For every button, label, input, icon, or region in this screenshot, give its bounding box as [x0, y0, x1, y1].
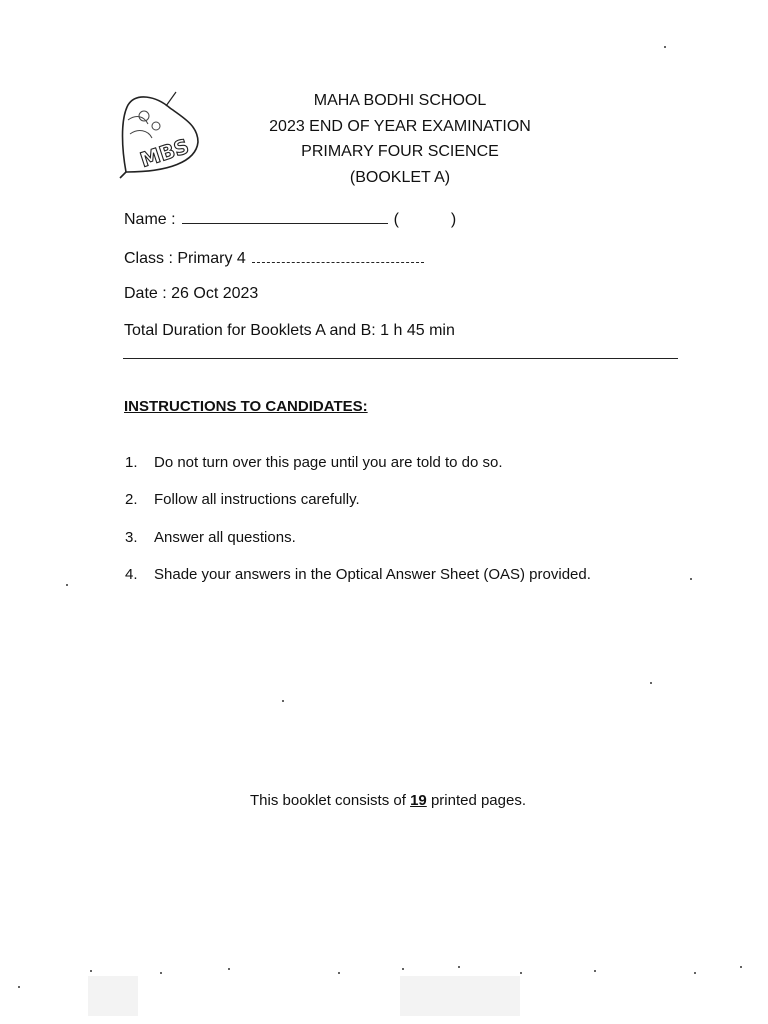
scan-speck: [160, 972, 162, 974]
exam-title: 2023 END OF YEAR EXAMINATION: [269, 117, 531, 135]
register-number-close-paren: ): [450, 211, 457, 228]
instruction-item: [125, 529, 591, 566]
scan-speck: [338, 972, 340, 974]
scan-speck: [650, 682, 652, 684]
page-count-prefix: This booklet consists of: [250, 792, 406, 809]
class-value: Primary 4: [177, 250, 246, 267]
page-count-number: 19: [410, 792, 427, 809]
exam-header: [250, 88, 550, 190]
school-crest-leaf-icon: [118, 90, 204, 180]
class-blank-line[interactable]: [252, 248, 424, 263]
instruction-number: 3.: [125, 528, 138, 546]
scan-speck: [664, 46, 666, 48]
scan-speck: [520, 972, 522, 974]
class-field: [124, 248, 424, 268]
class-label: Class :: [124, 250, 173, 267]
date-value: : 26 Oct 2023: [162, 285, 259, 302]
header-divider: [123, 358, 678, 359]
svg-text:MBS: MBS: [137, 133, 192, 172]
instruction-number: 2.: [125, 491, 138, 509]
scan-speck: [458, 966, 460, 968]
scan-speck: [282, 700, 284, 702]
instruction-text: Answer all questions.: [154, 528, 296, 546]
instructions-heading: INSTRUCTIONS TO CANDIDATES:: [124, 398, 368, 415]
scan-speck: [18, 986, 20, 988]
instruction-item: [125, 454, 591, 491]
name-field: [124, 209, 456, 229]
instruction-number: 4.: [125, 565, 138, 583]
scan-speck: [740, 966, 742, 968]
scan-smudge: [88, 976, 138, 1016]
scan-speck: [690, 578, 692, 580]
booklet-label: (BOOKLET A): [349, 168, 451, 186]
instruction-text: Follow all instructions carefully.: [154, 491, 360, 509]
date-label: Date: [124, 285, 158, 302]
instruction-text: Do not turn over this page until you are told to do so.: [154, 454, 503, 471]
date-field: [124, 285, 258, 303]
instruction-text: Shade your answers in the Optical Answer Sheet (OAS) provided.: [154, 565, 591, 583]
name-label: Name :: [124, 211, 176, 228]
page-count-note: [250, 792, 526, 809]
scan-speck: [66, 584, 68, 586]
scan-speck: [594, 970, 596, 972]
scan-speck: [228, 968, 230, 970]
duration-field: Total Duration for Booklets A and B: 1 h 45 min: [124, 322, 455, 339]
school-name: MAHA BODHI SCHOOL: [313, 92, 487, 109]
instructions-list: [125, 454, 591, 603]
scan-speck: [90, 970, 92, 972]
instruction-item: [125, 566, 591, 603]
scan-speck: [694, 972, 696, 974]
scan-speck: [402, 968, 404, 970]
instruction-number: 1.: [125, 454, 138, 471]
scan-smudge: [400, 976, 520, 1016]
instruction-item: [125, 491, 591, 528]
subject-title: PRIMARY FOUR SCIENCE: [301, 143, 499, 160]
register-number-open-paren: (: [393, 211, 399, 228]
name-blank-line[interactable]: [182, 209, 388, 224]
page-count-suffix: printed pages.: [430, 792, 527, 809]
school-logo: [118, 90, 204, 180]
